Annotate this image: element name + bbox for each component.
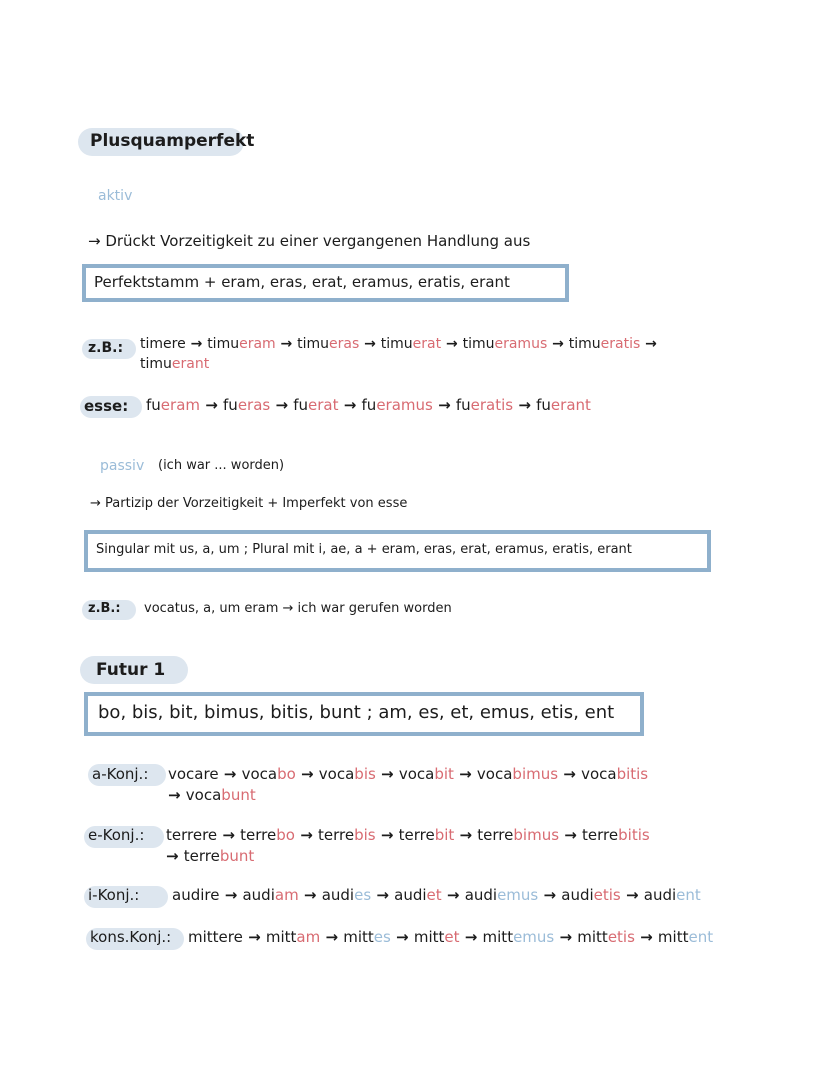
form-ending: eras bbox=[329, 336, 360, 352]
arrow-icon: → bbox=[359, 336, 381, 352]
arrow-icon: → bbox=[375, 765, 399, 783]
esse-forms bbox=[146, 396, 591, 414]
form-stem: terre bbox=[240, 826, 277, 844]
i-konj-label: i-Konj.: bbox=[88, 886, 140, 904]
arrow-icon: → bbox=[338, 396, 362, 414]
example-timere-line2 bbox=[140, 356, 209, 372]
arrow-icon: → bbox=[295, 765, 319, 783]
form-stem: audi bbox=[561, 886, 594, 904]
form-stem: timu bbox=[462, 336, 495, 352]
passiv-example-label: z.B.: bbox=[88, 601, 121, 616]
arrow-icon: → bbox=[219, 886, 243, 904]
form-ending: bis bbox=[354, 826, 376, 844]
form-stem: fu bbox=[361, 396, 377, 414]
form-stem: fu bbox=[293, 396, 309, 414]
form-stem: audi bbox=[321, 886, 355, 904]
passiv-label: passiv bbox=[100, 458, 145, 474]
form-stem: voca bbox=[476, 765, 513, 783]
form-ending: bimus bbox=[512, 765, 559, 783]
form-ending: eratis bbox=[470, 396, 514, 414]
form-ending: erant bbox=[550, 396, 591, 414]
kons-konj-label: kons.Konj.: bbox=[90, 928, 172, 946]
arrow-icon: → bbox=[538, 886, 562, 904]
a-konj-last-form bbox=[168, 786, 256, 804]
form-stem: audi bbox=[643, 886, 677, 904]
form-ending: bitis bbox=[616, 765, 649, 783]
form-ending: am bbox=[274, 886, 299, 904]
a-konj-label: a-Konj.: bbox=[92, 765, 149, 783]
esse-label: esse: bbox=[84, 397, 129, 415]
form-ending: ent bbox=[676, 886, 701, 904]
form-ending: etis bbox=[607, 928, 635, 946]
arrow-icon: → bbox=[513, 396, 537, 414]
form-ending: ent bbox=[688, 928, 714, 946]
form-ending: eramus bbox=[376, 396, 433, 414]
form-ending: bit bbox=[434, 826, 455, 844]
form-stem: terre bbox=[477, 826, 514, 844]
arrow-icon: → bbox=[640, 336, 657, 352]
form-stem: mitt bbox=[265, 928, 297, 946]
form-ending: erant bbox=[171, 356, 210, 372]
arrow-icon: → bbox=[441, 886, 465, 904]
arrow-icon: → bbox=[558, 765, 582, 783]
form-stem: fu bbox=[536, 396, 551, 414]
verb-infinitive: terrere bbox=[166, 826, 218, 844]
form-stem: audi bbox=[394, 886, 427, 904]
arrow-icon: → bbox=[432, 396, 456, 414]
section-title-plusquamperfekt: Plusquamperfekt bbox=[90, 131, 255, 151]
form-ending: erat bbox=[308, 396, 339, 414]
form-ending: bitis bbox=[618, 826, 650, 844]
passiv-example: vocatus, a, um eram → ich war gerufen worden bbox=[144, 601, 452, 616]
arrow-icon: → bbox=[454, 826, 478, 844]
form-ending: bis bbox=[354, 765, 376, 783]
arrow-icon: → bbox=[200, 396, 224, 414]
example-label: z.B.: bbox=[88, 340, 124, 356]
form-ending: bo bbox=[276, 826, 295, 844]
e-konj-forms bbox=[166, 826, 650, 844]
form-stem: audi bbox=[242, 886, 275, 904]
arrow-icon: → bbox=[166, 847, 184, 865]
arrow-icon: → bbox=[371, 886, 395, 904]
arrow-icon: → bbox=[453, 765, 477, 783]
arrow-icon: → bbox=[218, 765, 242, 783]
form-ending: emus bbox=[513, 928, 555, 946]
form-stem: voca bbox=[318, 765, 355, 783]
i-konj-forms bbox=[172, 886, 701, 904]
form-stem: timu bbox=[380, 336, 413, 352]
form-ending: am bbox=[296, 928, 321, 946]
form-ending: et bbox=[426, 886, 442, 904]
form-ending: bo bbox=[277, 765, 296, 783]
kons-konj-forms bbox=[188, 928, 713, 946]
form-ending: eratis bbox=[600, 336, 641, 352]
arrow-icon: → bbox=[168, 786, 186, 804]
form-stem: terre bbox=[317, 826, 355, 844]
example-timere-line bbox=[140, 336, 657, 352]
arrow-icon: → bbox=[375, 826, 399, 844]
verb-infinitive: timere bbox=[140, 336, 186, 352]
aktiv-label: aktiv bbox=[98, 188, 133, 204]
form-ending: etis bbox=[593, 886, 621, 904]
e-konj-label: e-Konj.: bbox=[88, 826, 145, 844]
form-ending: es bbox=[354, 886, 372, 904]
form-ending: erat bbox=[412, 336, 442, 352]
form-ending: eram bbox=[239, 336, 276, 352]
form-stem: voca bbox=[398, 765, 435, 783]
form-stem: timu bbox=[207, 336, 240, 352]
arrow-icon: → bbox=[620, 886, 644, 904]
a-konj-forms bbox=[168, 765, 648, 783]
arrow-icon: → bbox=[634, 928, 658, 946]
futur-rule: bo, bis, bit, bimus, bitis, bunt ; am, es, et, emus, etis, ent bbox=[98, 702, 615, 723]
e-konj-last-form bbox=[166, 847, 254, 865]
form-stem: timu bbox=[568, 336, 601, 352]
form-stem: terre bbox=[398, 826, 435, 844]
arrow-icon: → bbox=[547, 336, 569, 352]
form-ending: emus bbox=[497, 886, 539, 904]
passiv-rule: Singular mit us, a, um ; Plural mit i, ae, a + eram, eras, erat, eramus, eratis, erant bbox=[96, 542, 632, 557]
form-stem: timu bbox=[140, 356, 172, 372]
arrow-icon: → bbox=[459, 928, 483, 946]
form-stem: voca bbox=[581, 765, 617, 783]
form-stem: terre bbox=[582, 826, 619, 844]
form-ending: eram bbox=[160, 396, 200, 414]
form-stem: mitt bbox=[413, 928, 445, 946]
form-ending: et bbox=[444, 928, 460, 946]
passiv-note: (ich war ... worden) bbox=[158, 458, 285, 473]
arrow-icon: → bbox=[270, 396, 294, 414]
arrow-icon: → bbox=[441, 336, 463, 352]
verb-infinitive: audire bbox=[172, 886, 220, 904]
form-ending: bit bbox=[434, 765, 454, 783]
form-stem: mitt bbox=[657, 928, 689, 946]
passiv-description: → Partizip der Vorzeitigkeit + Imperfekt von esse bbox=[90, 496, 408, 511]
form-ending: bimus bbox=[513, 826, 560, 844]
aktiv-description: → Drückt Vorzeitigkeit zu einer vergangenen Handlung aus bbox=[88, 232, 531, 250]
arrow-icon: → bbox=[390, 928, 414, 946]
form-stem: fu bbox=[455, 396, 471, 414]
form-stem: fu bbox=[146, 396, 161, 414]
arrow-icon: → bbox=[242, 928, 266, 946]
form-stem: mitt bbox=[577, 928, 608, 946]
verb-infinitive: vocare bbox=[168, 765, 219, 783]
form-ending: eras bbox=[237, 396, 271, 414]
arrow-icon: → bbox=[185, 336, 208, 352]
form-ending: es bbox=[373, 928, 391, 946]
form-stem: audi bbox=[464, 886, 498, 904]
form-stem: terre bbox=[183, 847, 220, 865]
arrow-icon: → bbox=[554, 928, 578, 946]
form-ending: bunt bbox=[219, 847, 255, 865]
form-stem: timu bbox=[297, 336, 330, 352]
arrow-icon: → bbox=[298, 886, 322, 904]
verb-infinitive: mittere bbox=[188, 928, 243, 946]
form-stem: voca bbox=[185, 786, 222, 804]
arrow-icon: → bbox=[559, 826, 583, 844]
arrow-icon: → bbox=[320, 928, 344, 946]
form-ending: eramus bbox=[494, 336, 548, 352]
aktiv-rule: Perfektstamm + eram, eras, erat, eramus, eratis, erant bbox=[94, 273, 510, 291]
arrow-icon: → bbox=[217, 826, 241, 844]
form-stem: voca bbox=[241, 765, 278, 783]
form-stem: mitt bbox=[343, 928, 374, 946]
section-title-futur1: Futur 1 bbox=[96, 660, 166, 680]
form-stem: mitt bbox=[482, 928, 514, 946]
form-ending: bunt bbox=[221, 786, 256, 804]
arrow-icon: → bbox=[275, 336, 298, 352]
form-stem: fu bbox=[223, 396, 238, 414]
arrow-icon: → bbox=[294, 826, 318, 844]
